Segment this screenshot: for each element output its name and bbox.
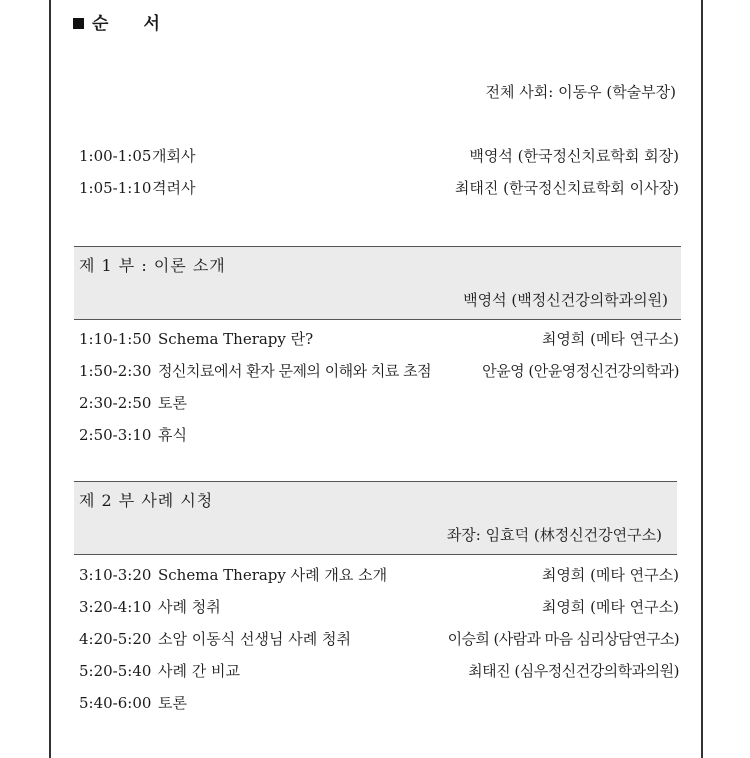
part1-row-4-time: 2:50-3:10 (79, 426, 152, 444)
part2-row-5-time: 5:40-6:00 (79, 694, 152, 712)
part2-row-5-title: 토론 (158, 694, 187, 712)
part1-row-1-title: Schema Therapy 란? (158, 330, 314, 348)
part2-row-3-speaker: 이승희 (사람과 마음 심리상담연구소) (447, 630, 679, 648)
part2-row-2-title: 사례 청취 (158, 598, 221, 616)
part1-row-1-speaker: 최영희 (메타 연구소) (541, 330, 679, 348)
part2-row-4-title: 사례 간 비교 (158, 662, 240, 680)
part2-row-1-title: Schema Therapy 사례 개요 소개 (158, 566, 388, 584)
part1-row-1-time: 1:10-1:50 (79, 330, 152, 348)
part1-row-2-title: 정신치료에서 환자 문제의 이해와 치료 초점 (158, 362, 432, 380)
square-bullet-icon (73, 18, 84, 29)
part2-row-2-speaker: 최영희 (메타 연구소) (541, 598, 679, 616)
part1-title: 제 1 부 : 이론 소개 (79, 256, 226, 275)
part1-chair: 백영석 (백정신건강의학과의원) (463, 291, 668, 309)
part1-row-2-speaker: 안윤영 (안윤영정신건강의학과) (482, 362, 679, 380)
part2-chair: 좌장: 임효덕 (林정신건강연구소) (446, 526, 662, 544)
part2-row-3-time: 4:20-5:20 (79, 630, 152, 648)
part2-row-4-time: 5:20-5:40 (79, 662, 152, 680)
opening-row-2-speaker: 최태진 (한국정신치료학회 이사장) (454, 179, 679, 197)
part2-row-1-speaker: 최영희 (메타 연구소) (541, 566, 679, 584)
section-heading (73, 14, 161, 34)
part1-row-2-time: 1:50-2:30 (79, 362, 152, 380)
opening-row-1-time: 1:00-1:05 (79, 147, 152, 165)
heading-char-2: 서 (143, 14, 161, 34)
part2-row-2-time: 3:20-4:10 (79, 598, 152, 616)
opening-row-1-speaker: 백영석 (한국정신치료학회 회장) (469, 147, 679, 165)
part2-title: 제 2 부 사례 시청 (79, 491, 214, 510)
part2-row-4-speaker: 최태진 (심우정신건강의학과의원) (468, 662, 679, 680)
overall-host: 전체 사회: 이동우 (학술부장) (485, 83, 676, 101)
part1-row-4-title: 휴식 (158, 426, 187, 444)
opening-row-1-title: 개회사 (152, 147, 196, 165)
opening-row-2-time: 1:05-1:10 (79, 179, 152, 197)
opening-row-2-title: 격려사 (152, 179, 196, 197)
part1-row-3-time: 2:30-2:50 (79, 394, 152, 412)
heading-char-1: 순 (92, 14, 110, 34)
part2-row-3-title: 소암 이동식 선생님 사례 청취 (158, 630, 351, 648)
part2-row-1-time: 3:10-3:20 (79, 566, 152, 584)
part1-row-3-title: 토론 (158, 394, 187, 412)
